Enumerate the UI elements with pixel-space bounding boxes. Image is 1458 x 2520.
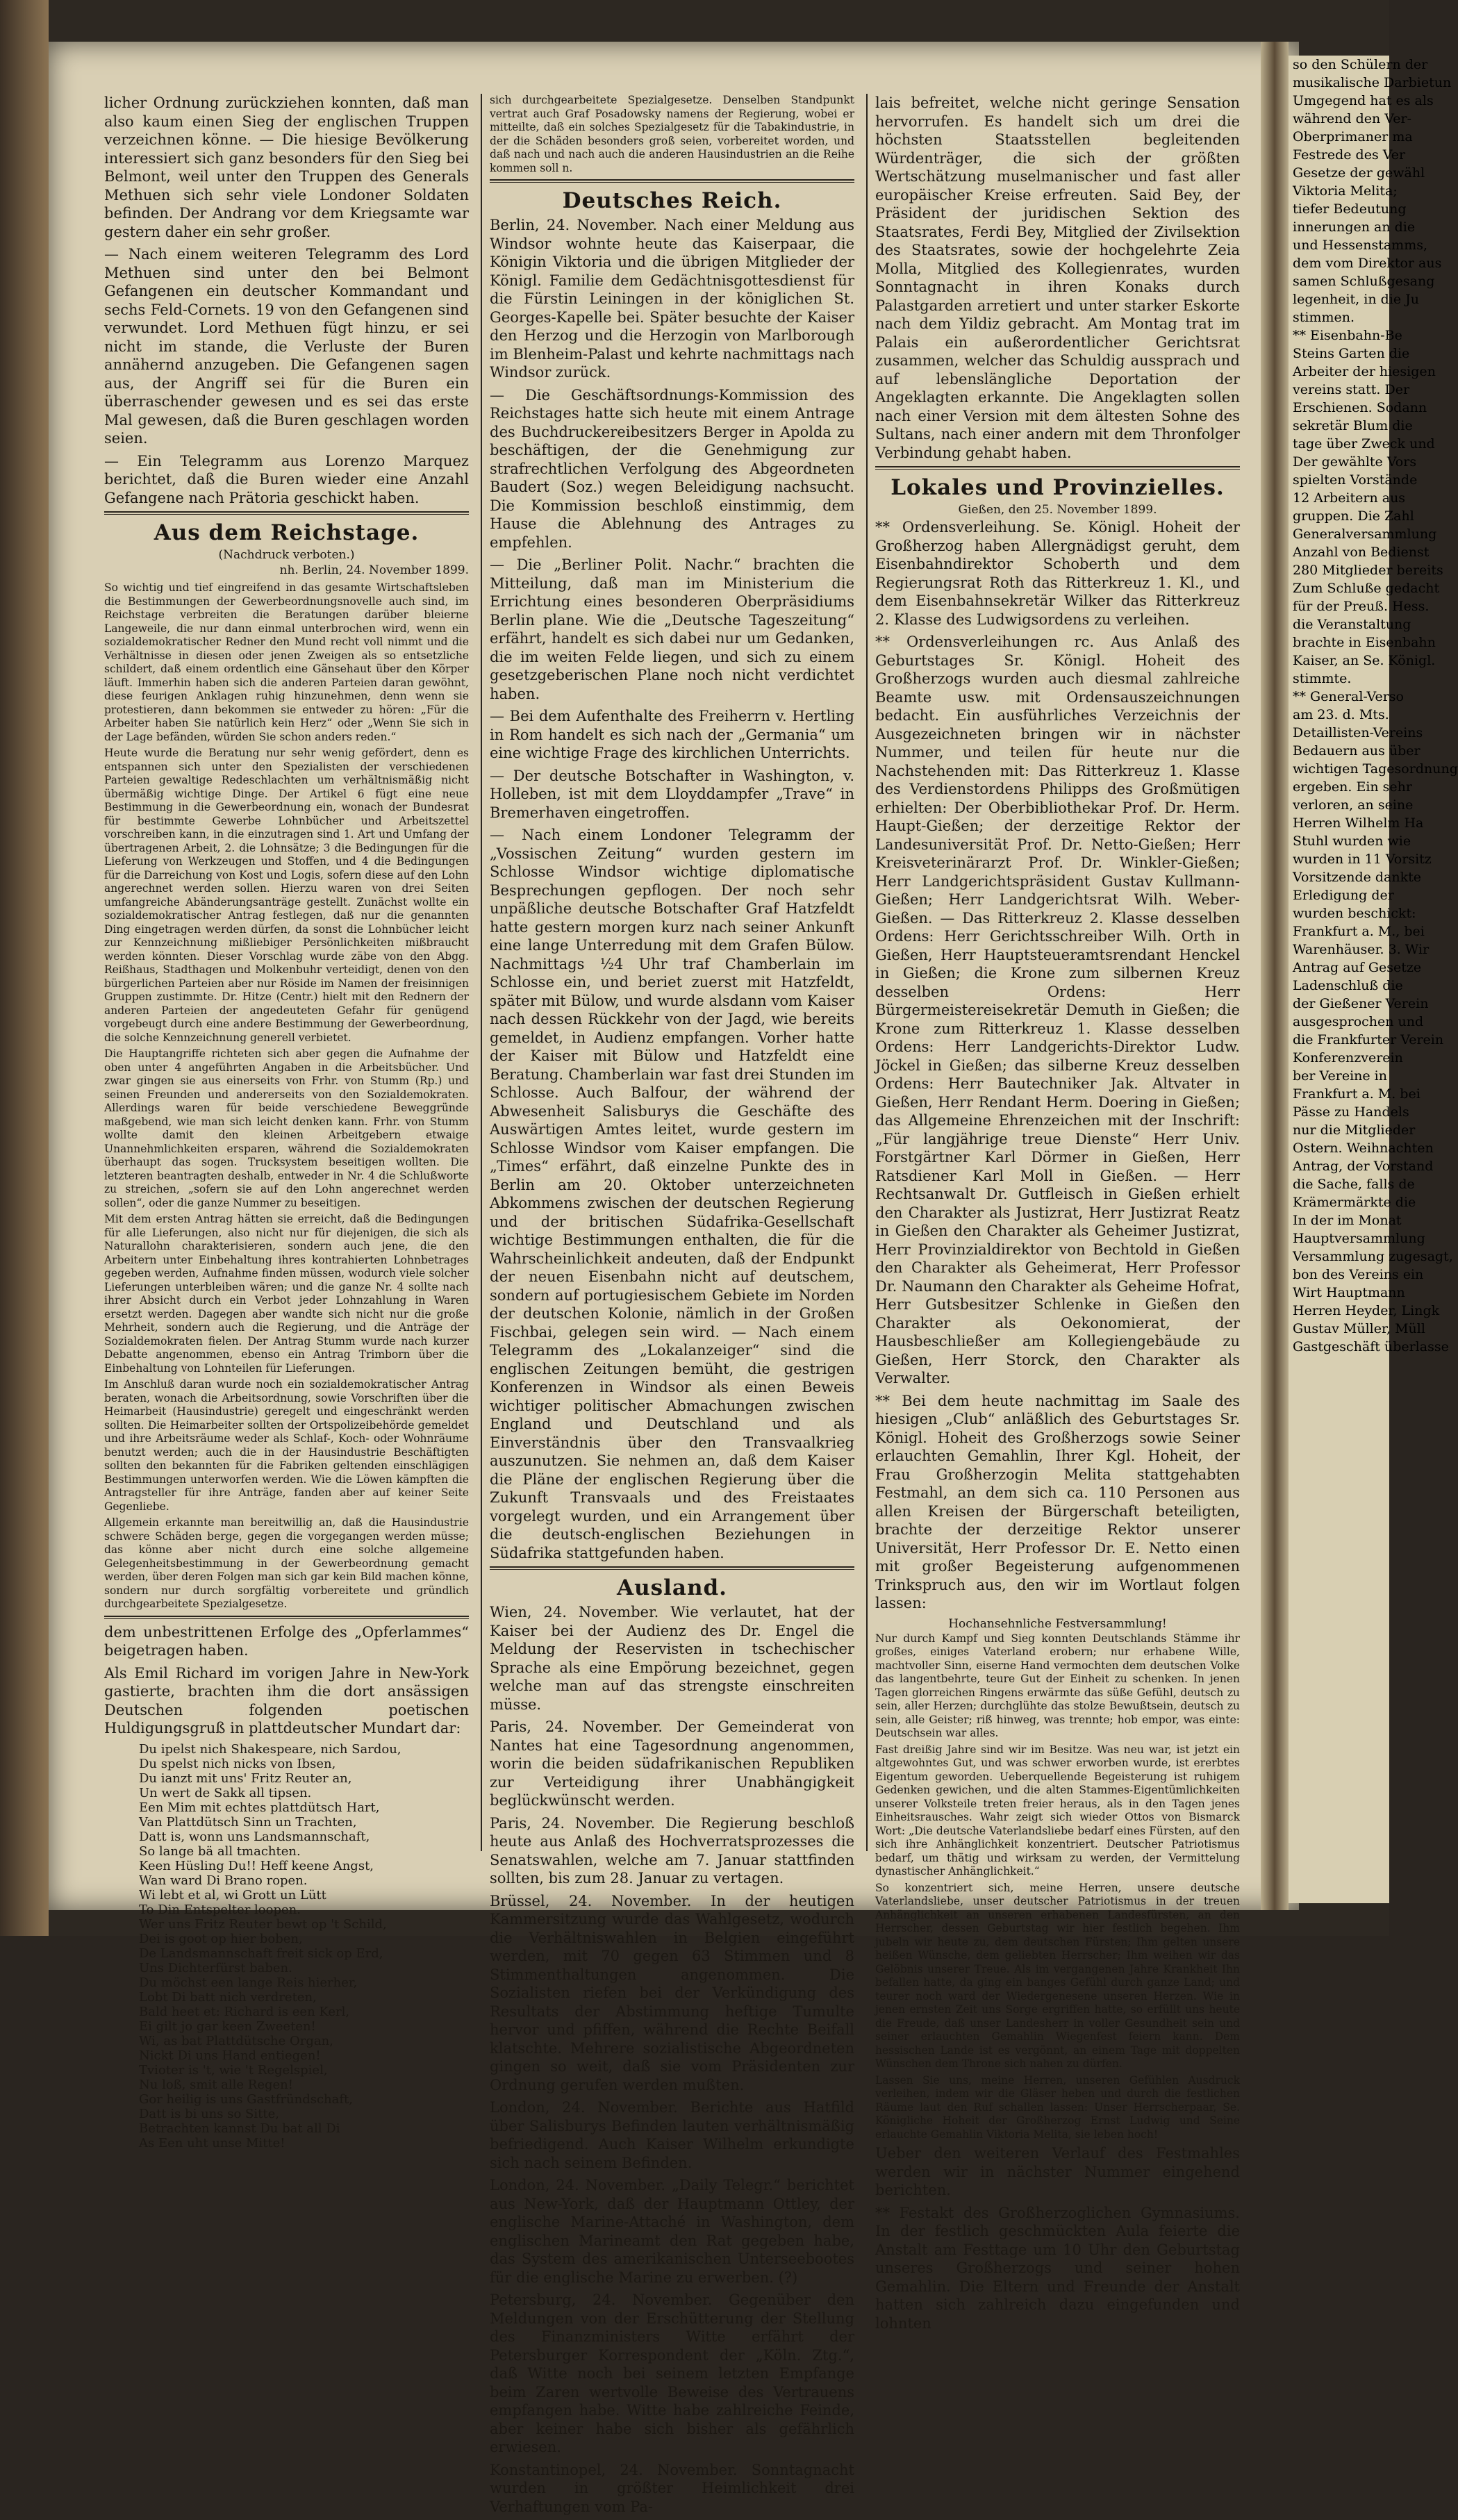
article-paragraph: — Der deutsche Botschafter in Washington, v. Holleben, ist mit dem Lloyddampfer „Trave“ in Bremerhaven eingetroffen. [490, 767, 854, 821]
poem-line: Bald heet et: Richard is een Kerl, [139, 2004, 350, 2019]
speech-paragraph: Fast dreißig Jahre sind wir im Besitze. Was neu war, ist jetzt ein altgewohntes Gut, und was schwer erworben wurde, ist ererbtes Eigentum geworden. Ueberquellende Begeisterung ist ruhigem Gedenken gewichen, und die alten Stammes-Eigentümlichkeiten unserer Volksteile treten freier heraus, als in den Tagen jenes Einheitsrausches. Wahr zeigt sich wieder Ottos von Bismarck Wort: „Die deutsche Vaterlandsliebe bedarf eines Fürsten, auf den sich ihre Anhänglichkeit konzentriert. Deutscher Patriotismus bedarf, um thätig und wirksam zu werden, der Vermittelung dynastischer Anhänglichkeit.“ [875, 1743, 1240, 1877]
facing-page-line: samen Schlußgesang [1293, 274, 1435, 289]
poem-line: Betrachten kannst Du bat all Di [139, 2121, 340, 2136]
facing-page-line: die Frankfurter Verein [1293, 1032, 1444, 1047]
poem-line: Datt is, wonn uns Landsmannschaft, [139, 1829, 370, 1844]
article-paragraph: Brüssel, 24. November. In der heutigen Kammersitzung wurde das Wahlgesetz, wodurch die Verhältniswahlen in Belgien eingeführt werden, mit 70 gegen 63 Stimmen und 8 Stimmenthaltungen angenommen. Die Sozialisten riefen bei der Verkündigung des Resultats der Abstimmung heftige Tumulte hervor und pfiffen, während die Rechte Beifall klatschte. Mehrere sozialistische Abgeordneten gingen so weit, daß sie vom Präsidenten zur Ordnung gerufen werden mußten. [490, 1892, 854, 2094]
section-divider [490, 179, 854, 183]
facing-page-line: innerungen an die [1293, 219, 1416, 235]
article-paragraph: Konstantinopel, 24. November. Sonntagnacht wurden in größter Heimlichkeit drei Verhaftungen vom Pa- [490, 2461, 854, 2515]
section-headline: Aus dem Reichstage. [154, 520, 420, 545]
section-headline: Lokales und Provinzielles. [890, 475, 1225, 500]
poem-line: To Din Entspelter loopen. [139, 1902, 301, 1917]
poem [104, 1742, 469, 2150]
facing-page-line: tage über Zweck und [1293, 436, 1435, 451]
article-paragraph: Petersburg, 24. November. Gegenüber den Meldungen von der Erschütterung der Stellung des Finanzministers Witte erfährt der Petersburger Korrespondent der „Köln. Ztg.“, daß Witte noch bei seinem letzten Empfange beim Zaren wertvolle Beweise des Vertrauens empfangen habe. Witte habe zahlreiche Feinde, aber keiner habe sich bisher als gefährlich erwiesen. [490, 2291, 854, 2455]
poem-line: Lobt Di batt nich verdreten, [139, 1989, 317, 2005]
article-paragraph: Paris, 24. November. Der Gemeinderat von Nantes hat eine Tagesordnung angenommen, worin die beiden südafrikanischen Republiken zur Verteidigung ihrer Unabhängigkeit beglückwünscht werden. [490, 1718, 854, 1809]
article-paragraph: Mit dem ersten Antrag hätten sie erreicht, daß die Bedingungen für alle Lieferungen, also nicht nur für diejenigen, die sich als Naturallohn charakterisieren, sondern auch jene, die den Arbeitern unter Einbehaltung ihres kontrahierten Lohnbetrages gegeben werden, Aufnahme finden müssen, wodurch viele solcher Lieferungen unterbleiben wären; und die ganze Nr. 4 sollte nach ihrer Absicht durch ein Verbot jeder Lohnzahlung in Waren ersetzt werden. Dagegen aber wandte sich nicht nur die große Mehrheit, sondern auch die Regierung, und die Anträge der Sozialdemokraten fielen. Der Antrag Stumm wurde nach kurzer Debatte angenommen, ebenso ein Antrag Trimborn über die Einbehaltung von Lohnteilen für Lieferungen. [104, 1213, 469, 1375]
facing-page-line: 12 Arbeitern aus [1293, 490, 1406, 506]
facing-page-line: Detaillisten-Vereins [1293, 725, 1423, 740]
poem-line: Datt is bi uns so Sitte, [139, 2106, 279, 2121]
facing-page-line: Gustav Müller, Müll [1293, 1321, 1425, 1336]
facing-page-line: Warenhäuser. 3. Wir [1293, 942, 1430, 957]
facing-page-line: In der im Monat [1293, 1213, 1402, 1228]
poem-line: As Een uht unse Mitte! [139, 2135, 285, 2150]
column-2 [490, 94, 854, 2520]
speech-paragraph: Nur durch Kampf und Sieg konnten Deutschlands Stämme ihr großes, einiges Vaterland erobern; nur erhabene Wille, machtvoller Sinn, eiserne Hand vermochten dem deutschen Volke das langentbehrte, teure Gut der Einheit zu schenken. In jenen Tagen glorreichen Ringens erwärmte das süße Gefühl, deutsch zu sein, aller Herzen; durchglühte das stolze Bewußtsein, deutsch zu sein, alle Geister; riß hinweg, was trennte; hob empor, was einte: Deutschsein war alles. [875, 1632, 1240, 1739]
facing-page-line: Viktoria Melita; [1293, 183, 1398, 199]
article-paragraph: ** Bei dem heute nachmittag im Saale des hiesigen „Club“ anläßlich des Geburtstages Sr. Königl. Hoheit des Großherzogs sowie Seiner erlauchten Gemahlin, Ihrer Kgl. Hoheit, der Frau Großherzogin Melita stattgehabten Festmahl, an dem sich ca. 110 Personen aus allen Kreisen der Bürgerschaft beteiligten, brachte der derzeitige Rektor unserer Universität, Herr Professor Dr. E. Netto einen mit großer Begeisterung aufgenommenen Trinkspruch aus, den wir im Wortlaut folgen lassen: [875, 1392, 1240, 1611]
speech-paragraph: So konzentriert sich, meine Herren, unsere deutsche Vaterlandsliebe, unser deutscher Patriotismus in der treuen Anhänglichkeit an unseren erhabenen Landesfürsten, an den Herrscher, dessen Geburtstag wir hier festlich begehen. Ihm jubeln wir heute zu, dem deutschen Fürsten; Ihm gelten unsere heißen Wünsche, dem geliebten Herrscher; Ihm weihen wir das Gelöbnis unserer Treue. Als im vergangenen Jahre Krankheit Ihn befallen hatte, da ging ein banges Gefühl durch ganze Land; und teurer noch ward der Wiedergenesene unseren Herzen. Wie in jenen ernsten Zeit uns Sorge ergriffen hatte, so erfüllt uns heute die Freude, daß unser Landesherr in voller Gesundheit sein und seiner erlauchten Gemahlin Wiegenfest feiern kann. Dem hessischen Lande ist es vergönnt, an einem Tage mit doppelten Wünschen dem Throne sich nahen zu dürfen. [875, 1881, 1240, 2070]
section-headline: Deutsches Reich. [562, 188, 782, 213]
facing-page-line: Ladenschluß die [1293, 978, 1403, 993]
facing-page-line: wichtigen Tagesordnung [1293, 761, 1458, 777]
facing-page-text [1289, 56, 1458, 1356]
facing-page-line: wurden in 11 Vorsitz [1293, 852, 1432, 867]
facing-page-line: Arbeiter der hiesigen [1293, 364, 1436, 379]
book-binding [0, 0, 49, 1936]
facing-page-line: ber Vereine in [1293, 1068, 1387, 1084]
facing-page-line: Pässe zu Handels [1293, 1104, 1409, 1120]
article-paragraph: ** Ordensverleihung. Se. Königl. Hoheit der Großherzog haben Allergnädigst geruht, dem Eisenbahndirektor Schoberth und dem Regierungsrat Roth das Ritterkreuz 1. Kl., und dem Eisenbahnsekretär Wilker das Ritterkreuz 2. Klasse des Ludwigsordens zu verleihen. [875, 519, 1240, 628]
facing-page-line: nur die Mitglieder [1293, 1122, 1416, 1138]
facing-page-line: Antrag auf Gesetze [1293, 960, 1422, 975]
facing-page-line: Herren Heyder, Lingk [1293, 1303, 1440, 1318]
poem-line: Keen Hüsling Du!! Heff keene Angst, [139, 1858, 374, 1873]
column-3 [875, 94, 1240, 2337]
facing-page-line: Frankfurt a. M. bei [1293, 1086, 1420, 1102]
facing-page-line: Oberprimaner ma [1293, 129, 1413, 144]
facing-page-line: Erledigung der [1293, 888, 1394, 903]
article-paragraph: — Nach einem weiteren Telegramm des Lord Methuen sind unter den bei Belmont Gefangenen ein deutscher Kommandant und sechs Feld-Cornets. 19 von den Gefangenen sind verwundet. Lord Methuen fügt hinzu, er sei nicht im stande, die Verluste der Buren annähernd anzugeben. Die Gefangenen sagen aus, der Angriff sei für die Buren ein überraschender gewesen und es sei das erste Mal gewesen, daß die Buren geschlagen worden seien. [104, 246, 469, 447]
facing-page-line: so den Schülern der [1293, 57, 1428, 72]
facing-page-line: Gesetze der gewähl [1293, 165, 1425, 181]
facing-page-line: ** Eisenbahn-Be [1293, 328, 1402, 343]
facing-page-line: während den Ver- [1293, 111, 1411, 126]
facing-page-line: Umgegend hat es als [1293, 93, 1434, 108]
facing-page-line: Anzahl von Bedienst [1293, 545, 1430, 560]
facing-page-line: stimmte. [1293, 671, 1352, 686]
facing-page-line: bon des Vereins ein [1293, 1267, 1424, 1282]
article-paragraph: Allgemein erkannte man bereitwillig an, daß die Hausindustrie schwere Schäden berge, gegen die vorgegangen werden müsse; das könne aber nicht durch eine solche allgemeine Gelegenheitsbestimmung in der Gewerbeordnung gemacht werden, über deren Folgen man sich gar kein Bild machen könne, sondern nur durch sorgfältig vorbereitete und gründlich durchgearbeitete Spezialgesetze. [104, 1516, 469, 1610]
reprint-note: (Nachdruck verboten.) [218, 548, 355, 562]
facing-page-line: Gastgeschäft überlasse [1293, 1339, 1449, 1354]
article-paragraph: sich durchgearbeitete Spezialgesetze. Denselben Standpunkt vertrat auch Graf Posadowsky namens der Regierung, wobei er mitteilte, daß ein solches Spezialgesetz für die Tabakindustrie, in der die Schäden besonders groß seien, vorbereitet worden, und daß nach und nach auch die anderen Hausindustrien an die Reihe kommen soll n. [490, 94, 854, 174]
facing-page-line: Konferenzverein [1293, 1050, 1403, 1066]
facing-page-line: Bedauern aus über [1293, 743, 1420, 759]
article-paragraph: Wien, 24. November. Wie verlautet, hat der Kaiser bei der Audienz des Dr. Engel die Meldung der Reservisten in tschechischer Sprache als eine Empörung bezeichnet, gegen welche man auf das strengste einschreiten müsse. [490, 1604, 854, 1713]
article-paragraph: — Bei dem Aufenthalte des Freiherrn v. Hertling in Rom handelt es sich nach der „Germania“ um eine wichtige Frage des kirchlichen Unterrichts. [490, 708, 854, 761]
facing-page-line: Antrag, der Vorstand [1293, 1159, 1434, 1174]
article-paragraph: — Die Geschäftsordnungs-Kommission des Reichstages hatte sich heute mit einem Antrage des Buchdruckereibesitzers Berger in Apolda zu beschäftigen, der die Genehmigung zur strafrechtlichen Verfolgung des Abgeordneten Baudert (Soz.) wegen Beleidigung nachsucht. Die Kommission beschloß einstimmig, dem Hause die Ablehnung des Antrages zu empfehlen. [490, 386, 854, 551]
speech-paragraph: Lassen Sie uns, meine Herren, unseren Gefühlen Ausdruck verleihen, indem wir die Gläser heben und durch die festlichen Räume laut den Ruf schallen lassen: Unser Herrscherpaar, Se. Königliche Hoheit der Großherzog Ernst Ludwig und Seine erlauchte Gemahlin Viktoria Melita, sie leben hoch! [875, 2073, 1240, 2141]
facing-page-line: Wirt Hauptmann [1293, 1285, 1405, 1300]
article-paragraph: London, 24. November. Berichte aus Hatfild über Salisburys Befinden lauten verhältnismäßig befriedigend. Auch Kaiser Wilhelm erkundigte sich nach seinem Befinden. [490, 2099, 854, 2171]
poem-line: Wi, as bat Plattdütsche Organ, [139, 2033, 333, 2048]
facing-page-line: Erschienen. Sodann [1293, 400, 1427, 415]
column-rule [866, 94, 868, 1851]
poem-line: Du möchst een lange Reis hierher, [139, 1975, 358, 1990]
facing-page-fragment [1289, 56, 1458, 1903]
poem-line: De Landsmannschaft freit sick op Erd, [139, 1946, 383, 1961]
facing-page-line: Steins Garten die [1293, 346, 1410, 361]
facing-page-line: ausgesprochen und [1293, 1014, 1424, 1029]
facing-page-line: Frankfurt a. M., bei [1293, 924, 1425, 939]
poem-line: Ei gilt jo gar keen Zweeten! [139, 2019, 316, 2034]
poem-line: Tvioter is 't, wie 't Regelspiel, [139, 2062, 328, 2078]
facing-page-line: Kaiser, an Se. Königl. [1293, 653, 1436, 668]
facing-page-line: musikalische Darbietun [1293, 75, 1452, 90]
article-paragraph: Die Hauptangriffe richteten sich aber gegen die Aufnahme der oben unter 4 angeführten Angaben in die Arbeitsbücher. Und zwar gingen sie aus einerseits von Frhr. von Stumm (Rp.) und seinen Freunden und andererseits von den Sozialdemokraten. Allerdings waren für beide verschiedene Beweggründe maßgebend, wie man sich leicht denken kann. Frhr. von Stumm wollte damit den kleinen Arbeitgebern etwaige Unannehmlichkeiten ersparen, während die Sozialdemokraten überhaupt das sogen. Trucksystem beseitigen wollten. Die letzteren beantragten deshalb, entweder in Nr. 4 die Schlußworte zu streichen, „sofern sie auf den Lohn angerechnet werden sollen“, oder die ganze Nummer zu beseitigen. [104, 1047, 469, 1209]
article-paragraph: lais befreitet, welche nicht geringe Sensation hervorrufen. Es handelt sich um drei die höchsten Staatsstellen begleitenden Würdenträger, die sich der größten Wertschätzung muselmanischer und fast aller europäischer Kreise erfreuten. Said Bey, der Präsident der juridischen Sektion des Staatsrates, Ferdi Bey, Mitglied der Zivilsektion des Staatsrates, sowie der hochgelehrte Zeia Molla, Mitglied des Kollegienrates, wurden Sonntagnacht in ihren Konaks durch Palastgarden arretiert und unter starker Eskorte nach dem Yildiz gebracht. Am Montag trat im Palais ein außerordentlicher Gerichtsrat zusammen, welcher das Schuldig aussprach und auf lebenslängliche Deportation der Angeklagten erkannte. Die Angeklagten sollen nach einer Version mit dem ältesten Sohne des Sultans, nach einer andern mit dem Thronfolger Verbindung gehabt haben. [875, 94, 1240, 461]
article-paragraph: ** Ordensverleihungen rc. Aus Anlaß des Geburtstages Sr. Königl. Hoheit des Großherzogs wurden auch diesmal zahlreiche Beamte usw. mit Ordensauszeichnungen bedacht. Ein ausführliches Verzeichnis der Ausgezeichneten bringen wir in nächster Nummer, und teilen für heute nur die Nachstehenden mit: Das Ritterkreuz 1. Klasse des Verdienstordens Philipps des Großmütigen erhielten: Der Oberbibliothekar Prof. Dr. Herm. Haupt-Gießen; der derzeitige Rektor der Landesuniversität Prof. Dr. Netto-Gießen; Herr Kreisveterinärarzt Prof. Dr. Winkler-Gießen; Herr Landgerichtspräsident Gustav Kullmann-Gießen; Herr Landgerichtsrat Wilh. Weber-Gießen. — Das Ritterkreuz 2. Klasse desselben Ordens: Herr Gerichtsschreiber Wilh. Orth in Gießen, Herr Hauptsteueramtsrendant Henckel in Gießen; die Krone zum silbernen Kreuz desselben Ordens: Herr Bürgermeistereisekretär Demuth in Gießen; die Krone zum Ritterkreuz 1. Klasse desselben Ordens: Herr Landgerichts-Direktor Ludw. Jöckel in Gießen; das silberne Kreuz desselben Ordens: Herr Bautechniker Jak. Altvater in Gießen, Herr Rendant Herm. Doering in Gießen; das Allgemeine Ehrenzeichen mit der Inschrift: „Für langjährige treue Dienste“ Herr Univ. Forstgärtner Karl Dörmer in Gießen, Herr Ratsdiener Karl Moll in Gießen. — Herr Rechtsanwalt Dr. Gutfleisch in Gießen erhielt den Charakter als Justizrat, Herr Justizrat Reatz in Gießen den Charakter als Geheimer Justizrat, Herr Provinzialdirektor von Bechtold in Gießen den Charakter als Geheimerat, Herr Professor Dr. Naumann den Charakter als Geheime Hofrat, Herr Gutsbesitzer Schlenke in Gießen den Charakter als Oekonomierat, der Hausbeschließer am Kollegiengebäude zu Gießen, Herr Storck, den Charakter als Verwalter. [875, 633, 1240, 1386]
column-1 [104, 94, 469, 2150]
facing-page-line: Versammlung zugesagt, [1293, 1249, 1453, 1264]
section-divider [490, 1566, 854, 1570]
facing-page-line: für der Preuß. Hess. [1293, 599, 1430, 614]
poem-line: Wi lebt et al, wi Grott un Lütt [139, 1887, 326, 1903]
facing-page-line: Stuhl wurden wie [1293, 834, 1411, 849]
facing-page-line: legenheit, in die Ju [1293, 292, 1419, 307]
article-paragraph: ** Festakt des Großherzoglichen Gymnasiums. In der festlich geschmückten Aula feierte die Anstalt am Festtage um 10 Uhr den Geburtstag unseres Großherzogs und seiner hohen Gemahlin. Die Eltern und Freunde der Anstalt hatten sich zahlreich dazu eingefunden und lohnten [875, 2204, 1240, 2332]
facing-page-line: Hauptversammlung [1293, 1231, 1425, 1246]
facing-page-line: der Gießener Verein [1293, 996, 1429, 1011]
facing-page-line: verloren, an seine [1293, 797, 1414, 813]
dateline: Gießen, den 25. November 1899. [958, 503, 1157, 517]
facing-page-line: Der gewählte Vors [1293, 454, 1417, 470]
article-paragraph: Paris, 24. November. Die Regierung beschloß heute aus Anlaß des Hochverratsprozesses die Senatswahlen, welche am 7. Januar stattfinden sollten, bis zum 28. Januar zu vertagen. [490, 1814, 854, 1887]
facing-page-line: Vorsitzende dankte [1293, 870, 1422, 885]
poem-line: Een Mim mit echtes plattdütsch Hart, [139, 1800, 380, 1815]
article-paragraph: Heute wurde die Beratung nur sehr wenig gefördert, denn es entspannen sich unter den Spezialisten der verschiedenen Parteien gewaltige Redeschlachten um verhältnismäßig nicht übermäßig wichtige Dinge. Der Artikel 6 fügt eine neue Bestimmung in die Gewerbeordnung ein, wonach der Bundesrat für bestimmte Gewerbe Lohnbücher und Arbeitszettel vorschreiben kann, in die einzutragen sind 1. Art und Umfang der übertragenen Arbeit, 2. die Lohnsätze; 3 die Bedingungen für die Lieferung von Werkzeugen und Stoffen, und 4 die Bedingungen für die Darreichung von Kost und Logis, sofern diese auf den Lohn angerechnet werden sollen. Hierzu waren von drei Seiten umfangreiche Abänderungsanträge gestellt. Zunächst wollte ein sozialdemokratischer Antrag festlegen, daß nur die genannten Ding eingetragen werden dürfen, da sonst die Lohnbücher leicht zur Kennzeichnung mißliebiger Persönlichkeiten mißbraucht werden könnten. Dieser Vorschlag wurde zäbe von den Abgg. Reißhaus, Stadthagen und Molkenbuhr verteidigt, denen von den bürgerlichen Parteien aber nur Röside im Namen der freisinnigen Gruppen zustimmte. Dr. Hitze (Centr.) hielt mit den Rednern der anderen Parteien der angedeuteten Gefahr für genügend vorgebeugt durch eine andere Bestimmung der Gewerbeordnung, die solche Kennzeichnung generell verbietet. [104, 747, 469, 1044]
article-paragraph: Im Anschluß daran wurde noch ein sozialdemokratischer Antrag beraten, wonach die Arbeitsordnung, sowie Vorschriften über die Heimarbeit (Hausindustrie) geregelt und eingeschränkt werden sollten. Die Heimarbeiter sollten der Ortspolizeibehörde gemeldet und ihre Arbeitsräume weder als Schlaf-, Koch- oder Wohnräume benutzt werden; auch die in der Hausindustrie Beschäftigten sollten den bekannten für die Fabriken geltenden einschlägigen Bestimmungen unterworfen werden. Wie die Löwen kämpften die Antragsteller für ihre Anträge, fanden aber auf keiner Seite Gegenliebe. [104, 1378, 469, 1513]
facing-page-line: am 23. d. Mts. [1293, 707, 1389, 722]
poem-line: Gor heilig is uns Gastfründschaft, [139, 2091, 353, 2107]
poem-line: Dei is goot op hier boben, [139, 1931, 303, 1946]
article-paragraph: Als Emil Richard im vorigen Jahre in New-York gastierte, brachten ihm die dort ansässigen Deutschen folgenden poetischen Huldigungsgruß in plattdeutscher Mundart dar: [104, 1664, 469, 1736]
poem-line: Wer uns Fritz Reuter bewt op 't Schild, [139, 1916, 387, 1932]
facing-page-line: brachte in Eisenbahn [1293, 635, 1436, 650]
poem-line: Du spelst nich nicks von Ibsen, [139, 1756, 336, 1771]
section-divider [104, 511, 469, 515]
poem-line: Van Plattdütsch Sinn un Trachten, [139, 1814, 357, 1830]
facing-page-line: tiefer Bedeutung [1293, 201, 1407, 217]
column-rule [481, 94, 482, 1851]
poem-line: Wan ward Di Brano ropen. [139, 1873, 308, 1888]
section-divider [875, 466, 1240, 470]
facing-page-line: vereins statt. Der [1293, 382, 1410, 397]
facing-page-line: ergeben. Ein sehr [1293, 779, 1412, 795]
facing-page-line: dem vom Direktor aus [1293, 256, 1442, 271]
book-gutter [1261, 42, 1289, 1910]
article-paragraph: London, 24. November. „Daily Telegr.“ berichtet aus New-York, daß der Hauptmann Ottley, der englische Marine-Attaché in Washington, dem englischen Marineamt den Rat gegeben habe, das System des amerikanischen Unterseebootes für die englische Marine zu erwerben. (?) [490, 2177, 854, 2286]
poem-line: Un wert de Sakk all tipsen. [139, 1785, 312, 1800]
facing-page-line: Herren Wilhelm Ha [1293, 815, 1424, 831]
poem-line: Du ipelst nich Shakespeare, nich Sardou, [139, 1741, 401, 1757]
facing-page-line: Krämermärkte die [1293, 1195, 1416, 1210]
facing-page-line: die Sache, falls de [1293, 1177, 1415, 1192]
article-paragraph: licher Ordnung zurückziehen konnten, daß man also kaum einen Sieg der englischen Truppen verzeichnen könne. — Die hiesige Bevölkerung interessiert sich ganz besonders für den Sieg bei Belmont, weil unter den Truppen des Generals Methuen sich sehr viele Londoner Soldaten befinden. Der Andrang vor dem Kriegsamte war gestern daher ein sehr großer. [104, 94, 469, 240]
article-paragraph: dem unbestrittenen Erfolge des „Opferlammes“ beigetragen haben. [104, 1623, 469, 1659]
facing-page-line: sekretär Blum die [1293, 418, 1413, 433]
article-paragraph: Berlin, 24. November. Nach einer Meldung aus Windsor wohnte heute das Kaiserpaar, die Königin Viktoria und die übrigen Mitglieder der Königl. Familie dem Gedächtnisgottesdienst für die Fürstin Leiningen in der königlichen St. Georges-Kapelle bei. Später besuchte der Kaiser den Herzog und die Herzogin von Marlborough im Blenheim-Palast und kehrte nachmittags nach Windsor zurück. [490, 217, 854, 381]
poem-line: Nickt Di uns Hand entiegen! [139, 2048, 321, 2063]
poem-line: Uns Dichterfürst baben. [139, 1960, 292, 1975]
facing-page-line: Ostern. Weihnachten [1293, 1141, 1434, 1156]
facing-page-line: Festrede des Ver [1293, 147, 1406, 163]
facing-page-line: wurden beschickt: [1293, 906, 1416, 921]
facing-page-line: Zum Schluße gedacht [1293, 581, 1440, 596]
facing-page-line: stimmen. [1293, 310, 1355, 325]
facing-page-line: 280 Mitglieder bereits [1293, 563, 1443, 578]
article-paragraph: So wichtig und tief eingreifend in das gesamte Wirtschaftsleben die Bestimmungen der Gewerbeordnungsnovelle auch sind, im Reichstage verbreiten die Beratungen darüber bleierne Langeweile, die nur dann einmal unterbrochen wird, wenn ein sozialdemokratischer Redner den Mund recht voll nimmt und die Verhältnisse in diesen oder jenen Zweigen als so entsetzliche schildert, daß einem ordentlich eine Gänsehaut über den Körper läuft. Immerhin haben sich die anderen Parteien daran gewöhnt, diese feurigen Anklagen ruhig hinzunehmen, denn wenn sie protestieren, dann bekommen sie entweder zu hören: „Für die Arbeiter haben Sie natürlich kein Herz“ oder „Wenn Sie sich in der Lage befänden, würden Sie schon anders reden.“ [104, 581, 469, 743]
facing-page-line: und Hessenstamms, [1293, 238, 1428, 253]
facing-page-line: Generalversammlung [1293, 527, 1437, 542]
article-paragraph: — Die „Berliner Polit. Nachr.“ brachten die Mitteilung, daß man im Ministerium die Errichtung eines besonderen Oberpräsidiums Berlin plane. Wie die „Deutsche Tageszeitung“ erfährt, handelt es sich dabei nur um Gedanken, die im weiten Felde liegen, und sich zu einem gesetzgeberischen Plane noch nicht verdichtet haben. [490, 556, 854, 702]
article-paragraph: — Ein Telegramm aus Lorenzo Marquez berichtet, daß die Buren wieder eine Anzahl Gefangene nach Prätoria geschickt haben. [104, 452, 469, 506]
section-divider [104, 1616, 469, 1619]
article-paragraph: Ueber den weiteren Verlauf des Festmahles werden wir in nächster Nummer eingehend berichten. [875, 2145, 1240, 2198]
speech-salutation: Hochansehnliche Festversammlung! [948, 1616, 1167, 1631]
dateline: nh. Berlin, 24. November 1899. [279, 563, 469, 577]
poem-line: So lange bä all tmachten. [139, 1843, 301, 1859]
facing-page-line: die Veranstaltung [1293, 617, 1411, 632]
article-paragraph: — Nach einem Londoner Telegramm der „Vossischen Zeitung“ wurden gestern im Schlosse Windsor wichtige diplomatische Besprechungen gepflogen. Der noch sehr unpäßliche deutsche Botschafter Graf Hatzfeldt hatte gestern morgen kurz nach seiner Ankunft eine lange Unterredung mit dem Grafen Bülow. Nachmittags ½4 Uhr traf Chamberlain im Schlosse ein, und beriet zuerst mit Hatzfeldt, später mit Bülow, und wurde alsdann vom Kaiser nach dessen Rückkehr von der Jagd, wie bereits gemeldet, in Audienz empfangen. Vorher hatte der Kaiser mit Bülow und Hatzfeldt eine Beratung. Chamberlain war fast drei Stunden im Schlosse. Auch Balfour, der während der Abwesenheit Salisburys die Geschäfte des Auswärtigen Amtes leitet, wurde gestern im Schlosse Windsor vom Kaiser empfangen. Die „Times“ erfährt, daß einzelne Punkte des in Berlin am 20. Oktober unterzeichneten Abkommens zwischen der deutschen Regierung und der britischen Südafrika-Gesellschaft wichtige Bestimmungen enthalten, die für die Wahrscheinlichkeit andeuten, daß der Endpunkt der neuen Eisenbahn nicht auf deutschem, sondern auf portugiesischem Gebiete im Norden der deutschen Kolonie, nämlich in der Großen Fischbai, gelegen sein wird. — Nach einem Telegramm des „Lokalanzeiger“ sind die englischen Zeitungen bemüht, die gestrigen Konferenzen in Windsor als einen Beweis wichtiger politischer Abmachungen zwischen England und Deutschland und als Einverständnis über den Transvaalkrieg auszunutzen. Sie nehmen an, daß dem Kaiser die Pläne der englischen Regierung über die Zukunft Transvaals und des Freistaates vorgelegt wurden, und ein Arrangement über die deutsch-englischen Beziehungen in Südafrika stattgefunden haben. [490, 827, 854, 1561]
poem-line: Du ianzt mit uns' Fritz Reuter an, [139, 1771, 352, 1786]
facing-page-line: ** General-Verso [1293, 689, 1404, 704]
poem-line: Nu loß, smit alle Regen! [139, 2077, 293, 2092]
facing-page-line: spielten Vorstände [1293, 472, 1418, 488]
section-headline: Ausland. [617, 1575, 727, 1600]
facing-page-line: gruppen. Die Zahl [1293, 508, 1414, 524]
